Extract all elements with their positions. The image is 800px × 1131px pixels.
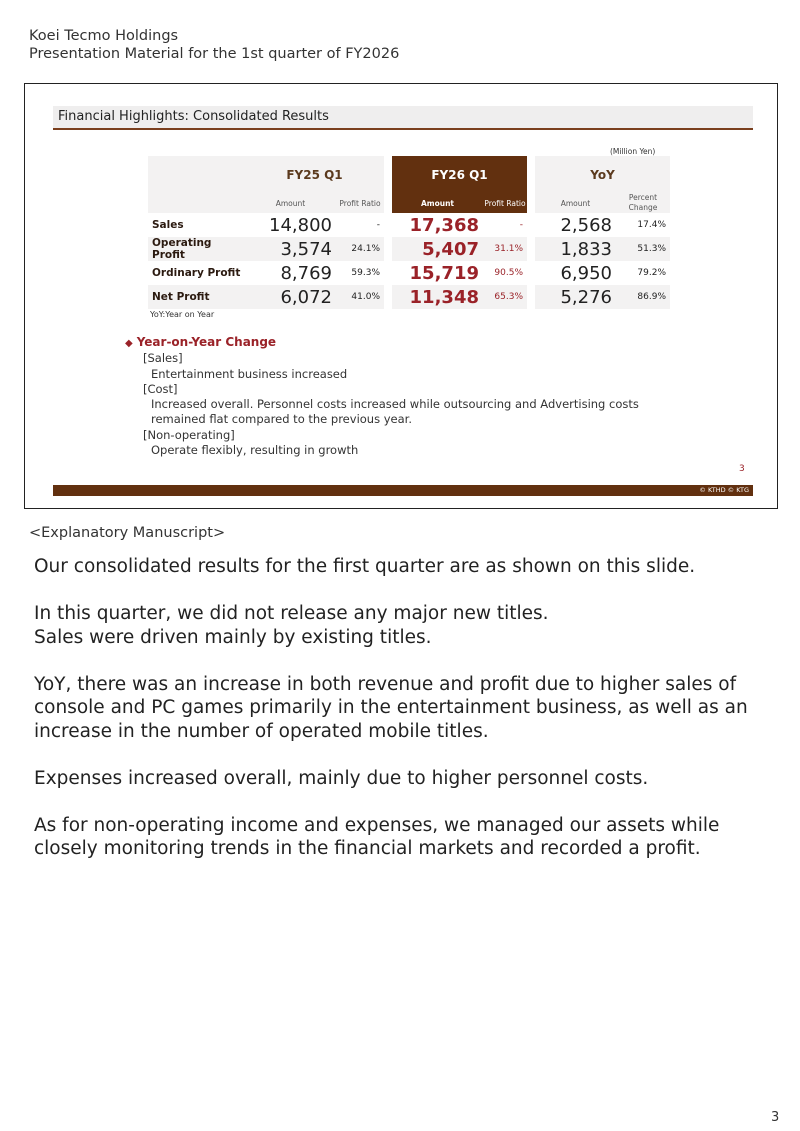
company-name: Koei Tecmo Holdings: [29, 28, 179, 44]
fy25-ratio: 24.1%: [336, 237, 384, 261]
yoy-percent: 17.4%: [616, 213, 670, 237]
sales-text: Entertainment business increased: [151, 366, 348, 381]
fy25-amount: 14,800: [245, 213, 336, 237]
group-header-row: [148, 156, 670, 193]
diamond-bullet-icon: ◆: [125, 338, 133, 349]
cost-text-line-1: Increased overall. Personnel costs increased while outsourcing and Advertising costs: [151, 397, 639, 412]
cost-label: [Cost]: [143, 381, 178, 396]
cost-text-line-2: remained flat compared to the previous year.: [151, 412, 412, 427]
fy26-ratio: 65.3%: [483, 285, 527, 309]
col-fy26-ratio: Profit Ratio: [483, 193, 527, 213]
manuscript-body: [34, 555, 774, 884]
document-subtitle: Presentation Material for the 1st quarter of FY2026: [29, 46, 400, 62]
manuscript-paragraph: Expenses increased overall, mainly due to higher personnel costs.: [34, 767, 649, 789]
row-label: Ordinary Profit: [148, 261, 245, 285]
yoy-change-heading: Year-on-Year Change: [136, 335, 277, 349]
fy25-ratio: -: [336, 213, 384, 237]
fy25-amount: 8,769: [245, 261, 336, 285]
group-header-fy26: FY26 Q1: [392, 156, 527, 193]
header-corner: [148, 156, 245, 193]
slide-footer-bar: [53, 485, 753, 496]
table-row-sales: [148, 213, 670, 237]
fy26-amount: 17,368: [392, 213, 483, 237]
slide-title: Financial Highlights: Consolidated Results: [53, 106, 753, 130]
col-yoy-percent: Percent Change: [616, 193, 670, 213]
slide-frame: [24, 83, 778, 509]
yoy-change-section: [125, 335, 639, 458]
financial-table: [148, 156, 670, 309]
manuscript-paragraph: Our consolidated results for the first quarter are as shown on this slide.: [34, 556, 696, 577]
col-yoy-amount: Amount: [535, 193, 616, 213]
slide-page-number: 3: [739, 464, 745, 474]
yoy-percent: 86.9%: [616, 285, 670, 309]
yoy-amount: 5,276: [535, 285, 616, 309]
unit-label: (Million Yen): [610, 147, 656, 156]
yoy-amount: 6,950: [535, 261, 616, 285]
fy26-ratio: -: [483, 213, 527, 237]
col-fy25-amount: Amount: [245, 193, 336, 213]
manuscript-paragraph: As for non-operating income and expenses, we managed our assets while closely monitoring trends in the financial markets and recorded a profit.: [34, 814, 720, 859]
yoy-footnote: YoY:Year on Year: [150, 310, 215, 319]
document-header: [29, 27, 399, 63]
non-operating-label: [Non-operating]: [143, 427, 235, 442]
col-fy26-amount: Amount: [392, 193, 483, 213]
page-number: 3: [771, 1110, 780, 1125]
table-row-ordinary-profit: [148, 261, 670, 285]
fy25-ratio: 41.0%: [336, 285, 384, 309]
manuscript-paragraph: In this quarter, we did not release any major new titles. Sales were driven mainly by existing titles.: [34, 603, 549, 648]
yoy-percent: 79.2%: [616, 261, 670, 285]
group-header-fy25: FY25 Q1: [245, 156, 384, 193]
fy26-ratio: 31.1%: [483, 237, 527, 261]
group-header-yoy: YoY: [535, 156, 670, 193]
fy25-ratio: 59.3%: [336, 261, 384, 285]
row-label: Operating Profit: [148, 237, 245, 261]
yoy-percent: 51.3%: [616, 237, 670, 261]
row-label: Sales: [148, 213, 245, 237]
non-operating-text: Operate flexibly, resulting in growth: [151, 443, 359, 458]
fy26-ratio: 90.5%: [483, 261, 527, 285]
fy25-amount: 3,574: [245, 237, 336, 261]
table-row-net-profit: [148, 285, 670, 309]
fy26-amount: 15,719: [392, 261, 483, 285]
fy26-amount: 11,348: [392, 285, 483, 309]
copyright-text: © KTHD © KTG: [699, 486, 749, 494]
yoy-amount: 2,568: [535, 213, 616, 237]
sales-label: [Sales]: [143, 351, 183, 366]
manuscript-label: <Explanatory Manuscript>: [29, 525, 226, 541]
table-row-operating-profit: [148, 237, 670, 261]
fy26-amount: 5,407: [392, 237, 483, 261]
yoy-amount: 1,833: [535, 237, 616, 261]
sub-header-row: [148, 193, 670, 213]
manuscript-paragraph: YoY, there was an increase in both revenue and profit due to higher sales of console and PC games primarily in the entertainment business, as well as an increase in the number of operated mobile titles.: [34, 673, 748, 742]
fy25-amount: 6,072: [245, 285, 336, 309]
row-label: Net Profit: [148, 285, 245, 309]
col-fy25-ratio: Profit Ratio: [336, 193, 384, 213]
